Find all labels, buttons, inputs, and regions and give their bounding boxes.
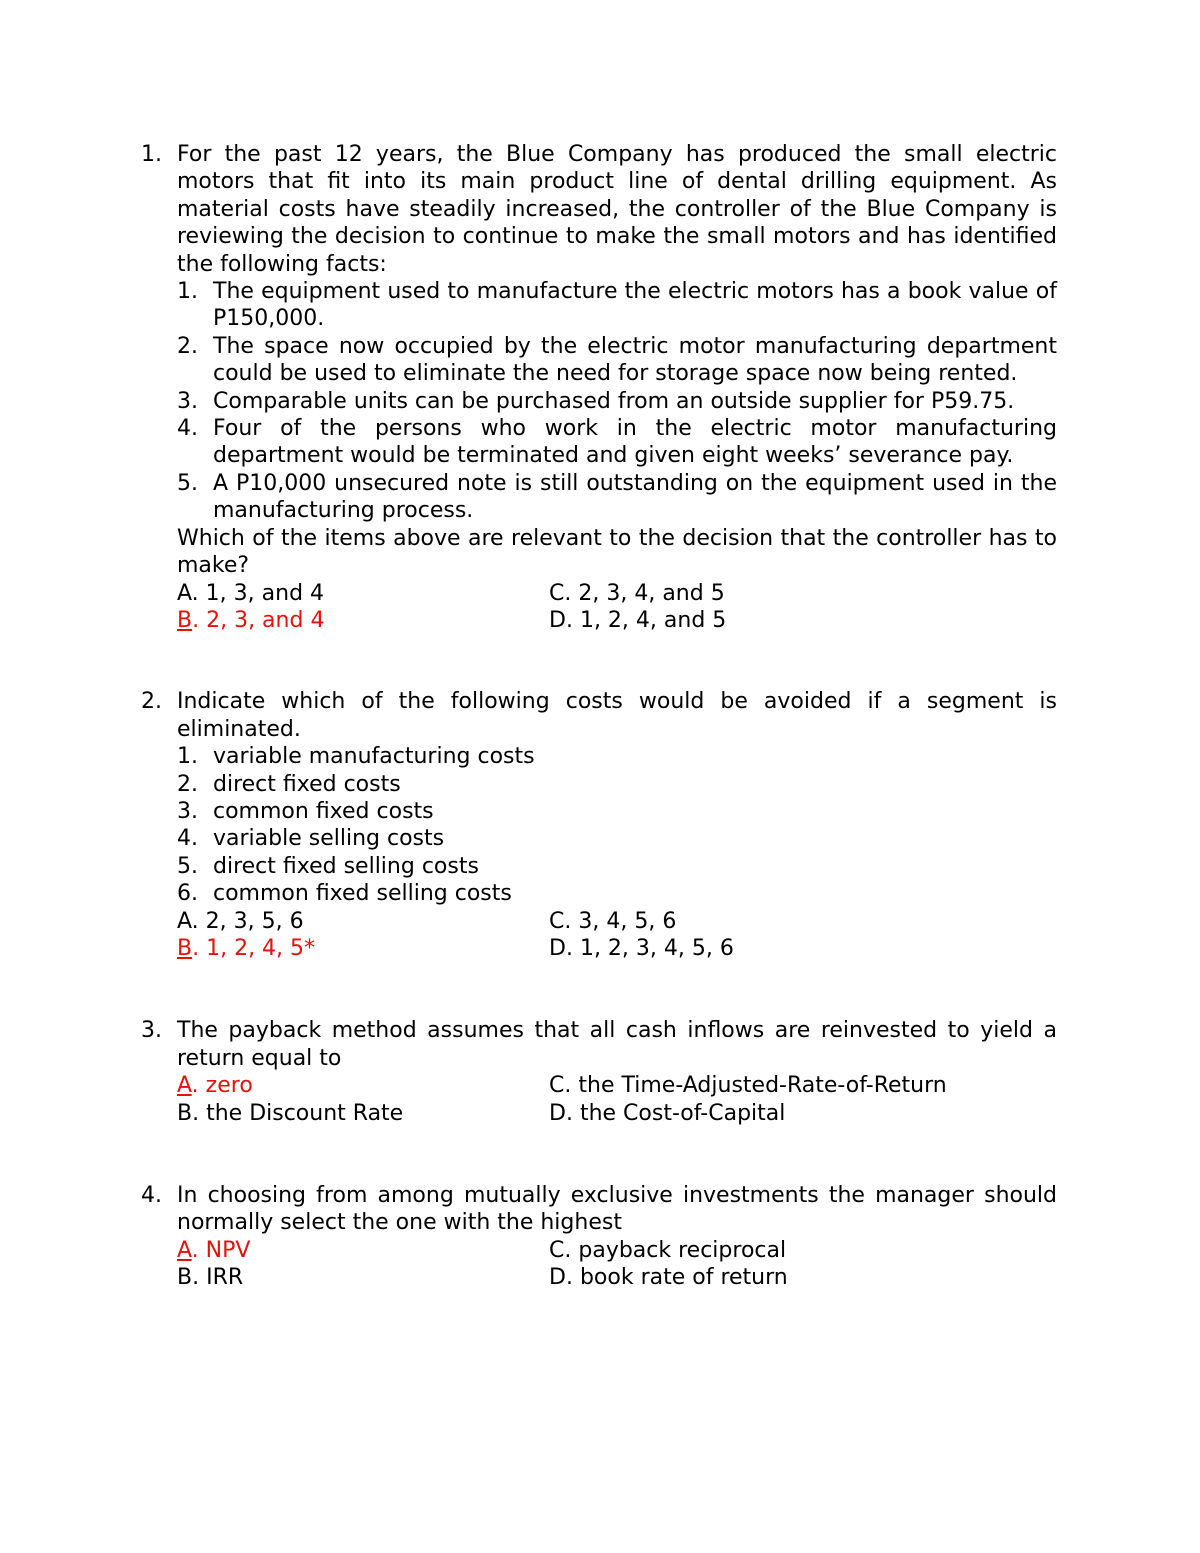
- choice-d: D. 1, 2, 3, 4, 5, 6: [549, 935, 734, 961]
- choice-letter: B: [177, 935, 193, 961]
- list-item-number: 2.: [177, 771, 198, 797]
- list-item: [177, 771, 1057, 798]
- choice-letter: D: [549, 1100, 566, 1126]
- choice-c: C. payback reciprocal: [549, 1237, 787, 1263]
- choice-text: the Discount Rate: [206, 1100, 404, 1126]
- question-stem: In choosing from among mutually exclusive investments the manager should normally select the one with the highest: [177, 1183, 1057, 1236]
- list-item-number: 5.: [177, 853, 198, 879]
- choice-letter: D: [549, 1265, 566, 1291]
- list-item: [177, 880, 1057, 907]
- choice-text: 1, 2, 4, and 5: [579, 607, 727, 633]
- list-item-number: 6.: [177, 881, 198, 907]
- list-item-number: 4.: [177, 416, 198, 442]
- list-item-text: variable manufacturing costs: [213, 744, 535, 770]
- list-item: [177, 470, 1057, 525]
- choice-a: A. 1, 3, and 4: [177, 580, 325, 606]
- choice-letter: A: [177, 1073, 192, 1099]
- choice-a-correct: A. zero: [177, 1073, 253, 1099]
- list-item: [177, 853, 1057, 880]
- list-item: [177, 798, 1057, 825]
- list-item-text: common fixed selling costs: [213, 881, 512, 907]
- answer-choices: [177, 908, 1057, 963]
- list-item-number: 3.: [177, 388, 198, 414]
- choice-letter: A: [177, 1237, 192, 1263]
- choice-text: 3, 4, 5, 6: [578, 908, 677, 934]
- choice-letter: D: [549, 935, 566, 961]
- question-1: [141, 141, 1057, 634]
- choice-letter: A: [177, 908, 192, 934]
- fact-list: [177, 278, 1057, 525]
- choice-text: 1, 2, 4, 5*: [206, 935, 316, 961]
- spacer: [0, 1127, 1200, 1182]
- spacer: [0, 962, 1200, 1017]
- list-item-number: 2.: [177, 333, 198, 359]
- list-item: [177, 388, 1057, 415]
- list-item: [177, 743, 1057, 770]
- list-item-number: 5.: [177, 470, 198, 496]
- list-item-text: direct fixed selling costs: [213, 853, 479, 879]
- list-item-text: The equipment used to manufacture the electric motors has a book value of P150,000.: [213, 279, 1057, 332]
- list-item-text: common fixed costs: [213, 798, 434, 824]
- question-3: [141, 1017, 1057, 1127]
- question-follow-up: Which of the items above are relevant to the decision that the controller has to make?: [177, 525, 1057, 579]
- answer-choices: [177, 580, 1057, 635]
- choice-text: the Time-Adjusted-Rate-of-Return: [578, 1073, 947, 1099]
- cost-list: [177, 743, 1057, 907]
- choice-letter: C: [549, 1073, 565, 1099]
- choice-text: NPV: [205, 1237, 251, 1263]
- document-page: [0, 141, 1200, 1292]
- choice-c: C. 2, 3, 4, and 5: [549, 580, 725, 606]
- list-item-number: 3.: [177, 798, 198, 824]
- choice-text: payback reciprocal: [578, 1237, 787, 1263]
- list-item: [177, 278, 1057, 333]
- choice-b: B. the Discount Rate: [177, 1100, 404, 1126]
- choice-text: zero: [205, 1073, 253, 1099]
- list-item-text: Four of the persons who work in the electric motor manufacturing department would be terminated and given eight weeks’ severance pay.: [213, 416, 1057, 469]
- choice-text: book rate of return: [579, 1265, 788, 1291]
- choice-text: 2, 3, 4, and 5: [578, 580, 725, 606]
- list-item-text: Comparable units can be purchased from an outside supplier for P59.75.: [213, 388, 1015, 414]
- choice-letter: A: [177, 580, 192, 606]
- choice-letter: B: [177, 607, 193, 633]
- choice-text: IRR: [206, 1265, 244, 1291]
- list-item-number: 1.: [177, 279, 198, 305]
- list-item-text: A P10,000 unsecured note is still outstanding on the equipment used in the manufacturing process.: [213, 470, 1057, 524]
- choice-letter: D: [549, 607, 566, 633]
- question-stem: The payback method assumes that all cash inflows are reinvested to yield a return equal to: [177, 1018, 1057, 1071]
- list-item-text: variable selling costs: [213, 826, 445, 852]
- list-item-number: 4.: [177, 826, 198, 852]
- choice-text: 1, 2, 3, 4, 5, 6: [579, 935, 734, 961]
- list-item-text: direct fixed costs: [213, 771, 401, 797]
- choice-b: B. IRR: [177, 1265, 244, 1291]
- choice-letter: C: [549, 908, 565, 934]
- choice-text: 2, 3, and 4: [206, 607, 325, 633]
- choice-letter: C: [549, 1237, 565, 1263]
- list-item-number: 1.: [177, 744, 198, 770]
- question-number: 4.: [141, 1183, 162, 1208]
- choice-letter: C: [549, 580, 565, 606]
- choice-c: C. 3, 4, 5, 6: [549, 908, 677, 934]
- list-item: [177, 415, 1057, 470]
- answer-choices: [177, 1072, 1057, 1127]
- spacer: [0, 634, 1200, 688]
- question-4: [141, 1182, 1057, 1292]
- answer-choices: [177, 1237, 1057, 1292]
- choice-a-correct: A. NPV: [177, 1237, 251, 1263]
- question-2: [141, 688, 1057, 962]
- choice-b-correct: B. 1, 2, 4, 5*: [177, 935, 316, 961]
- question-number: 1.: [141, 142, 162, 167]
- question-number: 2.: [141, 689, 162, 715]
- question-stem: For the past 12 years, the Blue Company has produced the small electric motors that fit into its main product line of dental drilling equipment. As material costs have steadily increased, the controller of the Blue Company is reviewing the decision to continue to make the small motors and has identified the following facts:: [177, 142, 1057, 277]
- choice-text: 2, 3, 5, 6: [205, 908, 304, 934]
- question-stem: Indicate which of the following costs would be avoided if a segment is eliminated.: [177, 689, 1057, 742]
- choice-letter: B: [177, 1265, 193, 1291]
- question-number: 3.: [141, 1018, 162, 1044]
- choice-text: the Cost-of-Capital: [579, 1100, 786, 1126]
- choice-letter: B: [177, 1100, 193, 1126]
- choice-text: 1, 3, and 4: [205, 580, 325, 606]
- list-item-text: The space now occupied by the electric motor manufacturing department could be used to eliminate the need for storage space now being rented.: [213, 333, 1057, 387]
- choice-d: D. 1, 2, 4, and 5: [549, 607, 727, 633]
- list-item: [177, 333, 1057, 388]
- choice-d: D. book rate of return: [549, 1265, 788, 1291]
- choice-a: A. 2, 3, 5, 6: [177, 908, 304, 934]
- choice-d: D. the Cost-of-Capital: [549, 1100, 786, 1126]
- choice-b-correct: B. 2, 3, and 4: [177, 607, 325, 633]
- choice-c: C. the Time-Adjusted-Rate-of-Return: [549, 1073, 947, 1099]
- list-item: [177, 825, 1057, 852]
